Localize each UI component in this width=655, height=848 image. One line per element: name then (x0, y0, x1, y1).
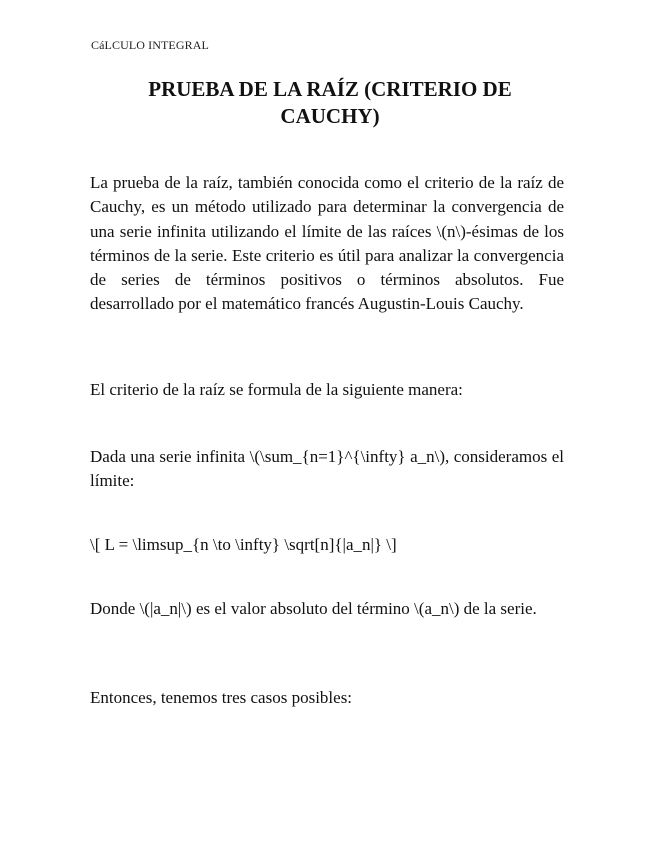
page-title: PRUEBA DE LA RAÍZ (CRITERIO DE CAUCHY) (148, 77, 512, 128)
formulation-paragraph: El criterio de la raíz se formula de la siguiente manera: (90, 380, 463, 399)
running-header: CáLCULO INTEGRAL (91, 38, 209, 52)
root-test-formula: \[ L = \limsup_{n \to \infty} \sqrt[n]{|a_n|} \] (90, 535, 397, 554)
cases-paragraph: Entonces, tenemos tres casos posibles: (90, 688, 353, 707)
given-series-paragraph: Dada una serie infinita \(\sum_{n=1}^{\infty} a_n\), consideramos el límite: (90, 447, 564, 491)
absolute-value-paragraph: Donde \(|a_n|\) es el valor absoluto del término \(a_n\) de la serie. (90, 599, 537, 618)
intro-paragraph: La prueba de la raíz, también conocida como el criterio de la raíz de Cauchy, es un método utilizado para determinar la convergencia de una serie infinita utilizando el límite de las raíces \(n\)-ésimas de los términos de la serie. Este criterio es útil para analizar la convergencia de series de términos positivos o términos absolutos. Fue desarrollado por el matemático francés Augustin-Louis Cauchy. (90, 173, 564, 314)
